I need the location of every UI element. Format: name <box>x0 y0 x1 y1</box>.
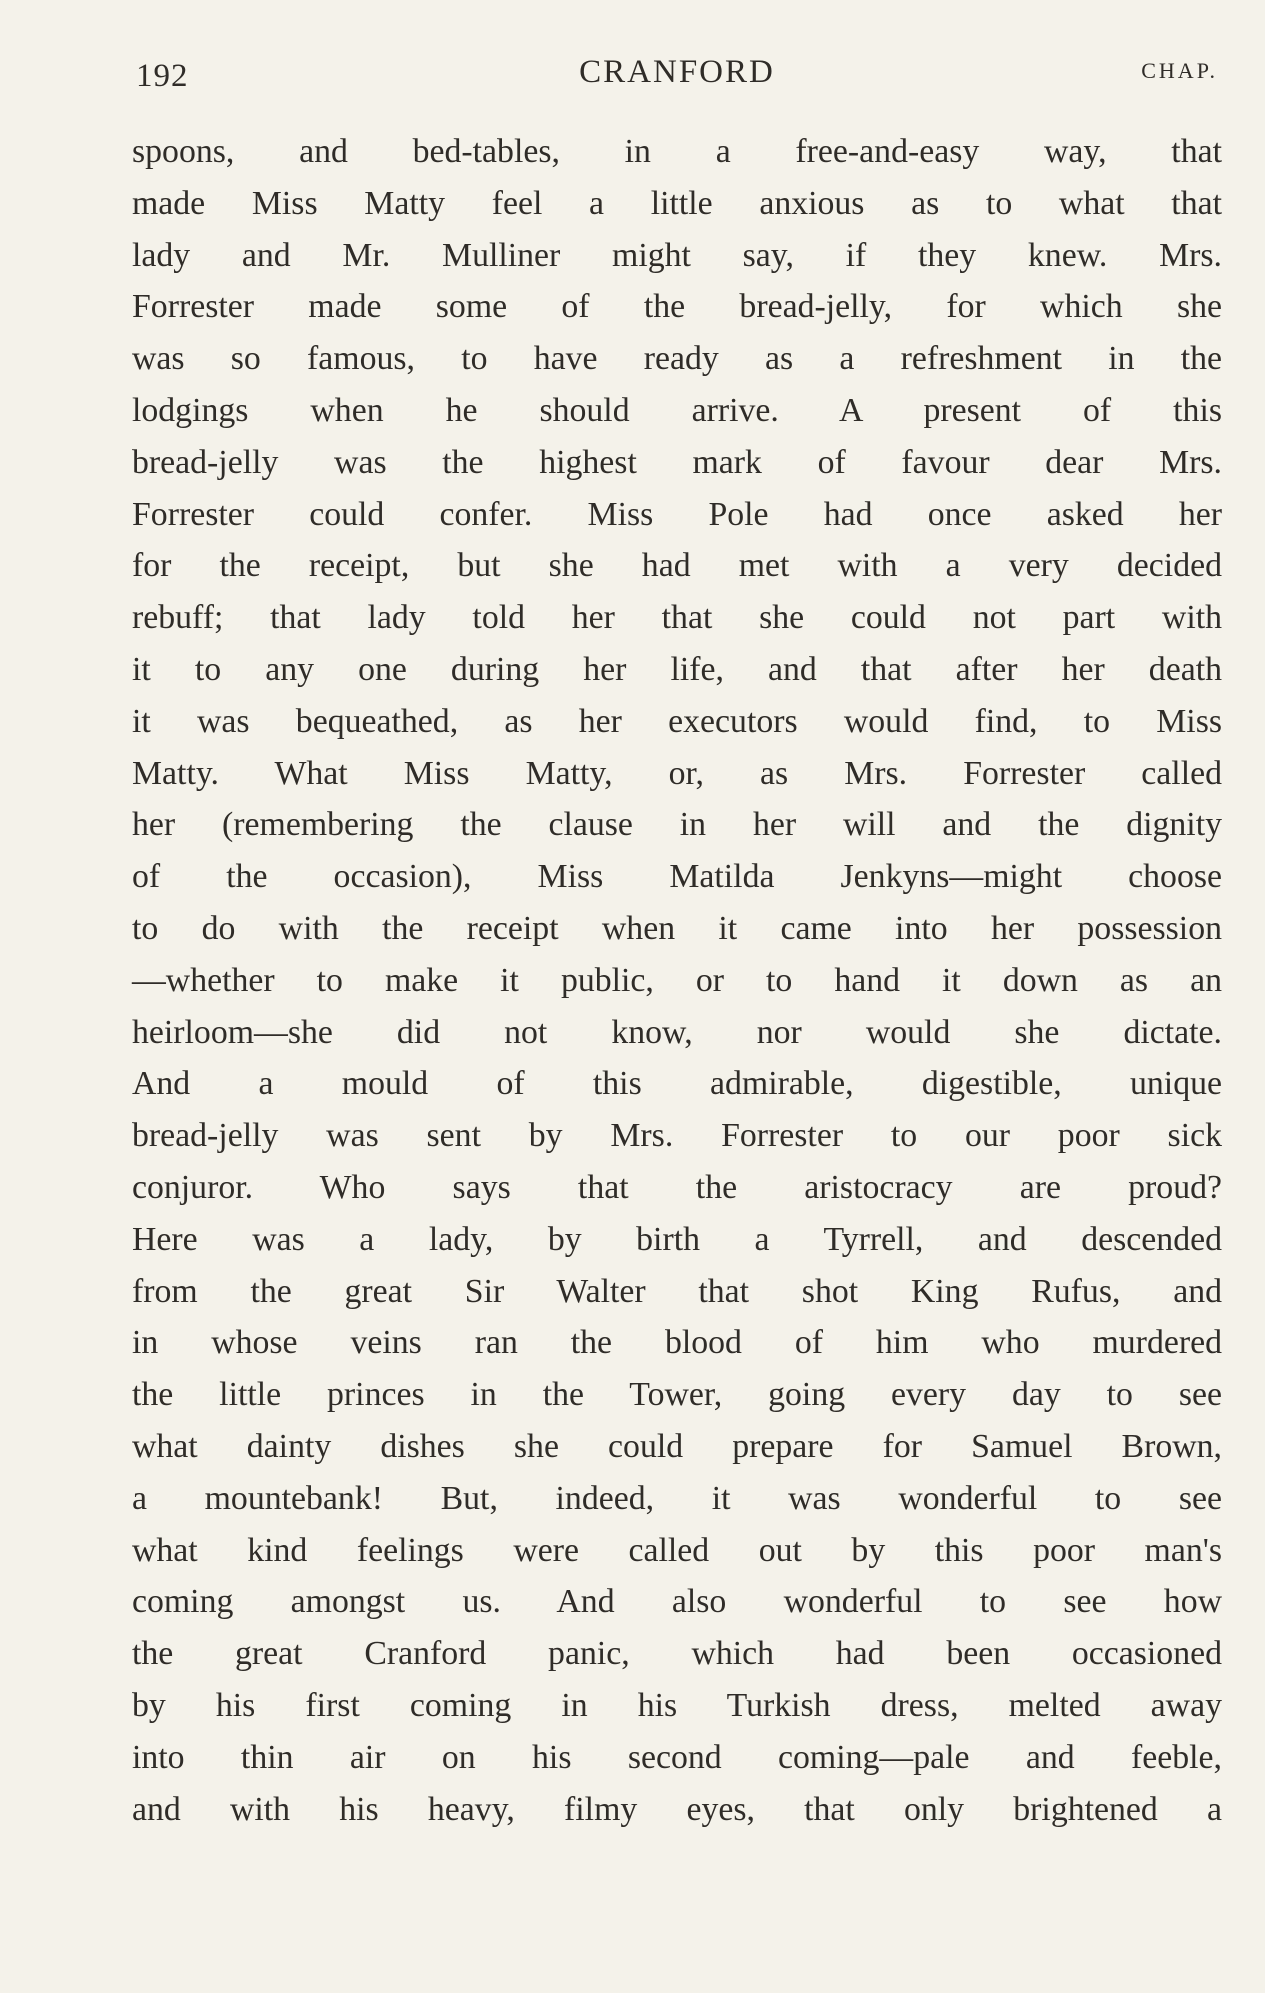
text-line: lady and Mr. Mulliner might say, if they knew. Mrs. <box>132 236 1222 274</box>
text-line: what dainty dishes she could prepare for Samuel Brown, <box>132 1427 1222 1465</box>
text-line: bread-jelly was the highest mark of favour dear Mrs. <box>132 443 1222 481</box>
text-line: conjuror. Who says that the aristocracy are proud? <box>132 1168 1222 1206</box>
text-line: lodgings when he should arrive. A present of this <box>132 391 1222 429</box>
body-text <box>132 126 1222 1835</box>
running-head <box>136 50 1218 100</box>
text-line: a mountebank! But, indeed, it was wonderful to see <box>132 1479 1222 1517</box>
text-line: it to any one during her life, and that after her death <box>132 650 1222 688</box>
text-line: Forrester made some of the bread-jelly, for which she <box>132 288 1222 326</box>
text-line: heirloom—she did not know, nor would she dictate. <box>132 1013 1222 1051</box>
text-line: what kind feelings were called out by this poor man's <box>132 1531 1222 1569</box>
text-line: it was bequeathed, as her executors would find, to Miss <box>132 702 1222 740</box>
book-title: CRANFORD <box>579 54 775 90</box>
text-line: by his first coming in his Turkish dress, melted away <box>132 1686 1222 1724</box>
text-line: rebuff; that lady told her that she could not part with <box>132 599 1222 637</box>
text-line: Here was a lady, by birth a Tyrrell, and descended <box>132 1220 1222 1258</box>
text-line: bread-jelly was sent by Mrs. Forrester to our poor sick <box>132 1117 1222 1155</box>
text-line: Forrester could confer. Miss Pole had once asked her <box>132 495 1222 533</box>
text-line: made Miss Matty feel a little anxious as to what that <box>132 184 1222 222</box>
text-line: of the occasion), Miss Matilda Jenkyns—might choose <box>132 858 1222 896</box>
text-line: coming amongst us. And also wonderful to see how <box>132 1583 1222 1621</box>
text-line: to do with the receipt when it came into her possession <box>132 909 1222 947</box>
text-line: into thin air on his second coming—pale and feeble, <box>132 1738 1222 1776</box>
text-line: from the great Sir Walter that shot King Rufus, and <box>132 1272 1222 1310</box>
chapter-label: CHAP. <box>1141 58 1218 83</box>
text-line: her (remembering the clause in her will and the dignity <box>132 806 1222 844</box>
text-line: was so famous, to have ready as a refreshment in the <box>132 340 1222 378</box>
text-line: And a mould of this admirable, digestible, unique <box>132 1065 1222 1103</box>
text-line: spoons, and bed-tables, in a free-and-easy way, that <box>132 133 1222 170</box>
page-number: 192 <box>136 58 189 94</box>
text-line: in whose veins ran the blood of him who murdered <box>132 1324 1222 1362</box>
text-line: and with his heavy, filmy eyes, that only brightened a <box>132 1790 1222 1828</box>
text-line: for the receipt, but she had met with a very decided <box>132 547 1222 585</box>
text-line: Matty. What Miss Matty, or, as Mrs. Forrester called <box>132 754 1222 792</box>
text-line: the little princes in the Tower, going every day to see <box>132 1376 1222 1414</box>
text-line: the great Cranford panic, which had been occasioned <box>132 1635 1222 1673</box>
text-line: —whether to make it public, or to hand it down as an <box>132 961 1222 999</box>
